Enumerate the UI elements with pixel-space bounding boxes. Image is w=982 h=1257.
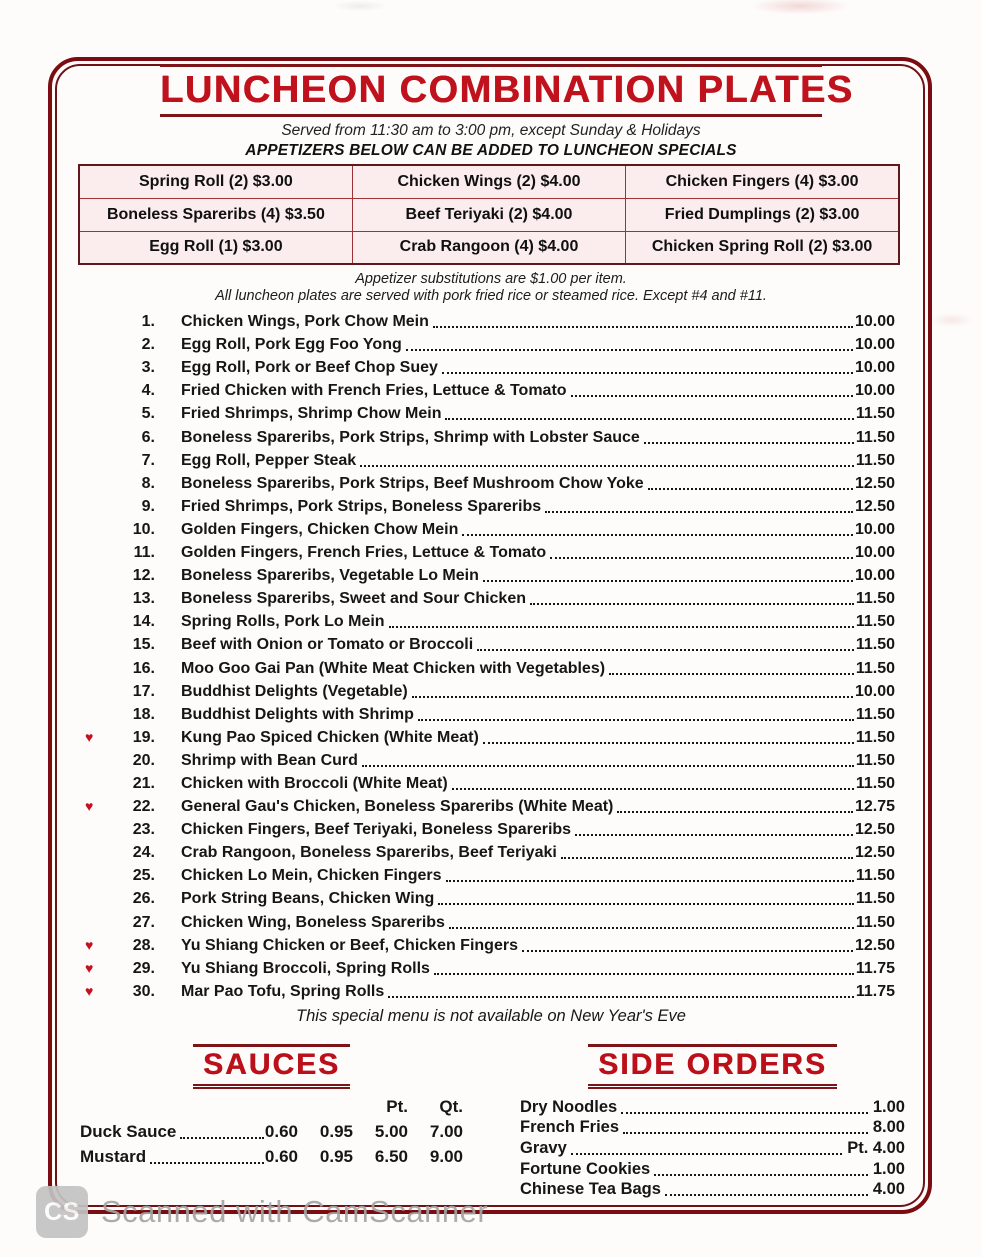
spicy-heart-icon: ♥ (85, 728, 94, 745)
item-name: Boneless Spareribs, Vegetable Lo Mein (181, 567, 479, 585)
dotted-leader (462, 534, 853, 536)
item-price: 11.50 (855, 728, 895, 746)
dotted-leader (530, 603, 854, 605)
appetizer-price-table (78, 164, 900, 265)
dotted-leader (575, 834, 853, 836)
item-price: 12.75 (854, 798, 895, 816)
appetizer-cell: Egg Roll (1) $3.00 (79, 231, 352, 264)
item-number: 18. (132, 705, 155, 723)
item-number: 13. (132, 590, 155, 608)
spicy-icon-placeholder (85, 836, 113, 839)
dotted-leader (654, 1174, 868, 1176)
item-price: 12.50 (854, 821, 895, 839)
spicy-icon-placeholder (85, 929, 113, 932)
item-name: Egg Roll, Pepper Steak (181, 451, 357, 469)
item-number: 16. (132, 659, 155, 677)
item-price: 11.50 (855, 636, 895, 654)
substitution-note: Appetizer substitutions are $1.00 per item. (355, 271, 627, 287)
item-price: 11.50 (855, 451, 895, 469)
item-name: Fried Shrimps, Pork Strips, Boneless Spareribs (181, 497, 542, 515)
item-number: 8. (141, 474, 155, 492)
spicy-heart-icon: ♥ (85, 959, 94, 976)
item-price: 11.75 (855, 959, 895, 977)
menu-item-row (85, 585, 895, 608)
menu-item-row (85, 932, 895, 955)
item-name: Yu Shiang Chicken or Beef, Chicken Fingers (181, 936, 518, 954)
sauce-row (80, 1122, 463, 1142)
side-order-name: Gravy (520, 1139, 567, 1158)
item-number: 5. (141, 405, 155, 423)
item-number: 9. (141, 497, 155, 515)
sauces-title: SAUCES (193, 1044, 350, 1089)
item-price: 10.00 (854, 359, 895, 377)
dotted-leader (362, 765, 854, 767)
menu-item-row (85, 447, 895, 470)
menu-item-row (85, 747, 895, 770)
item-name: Buddhist Delights with Shrimp (181, 705, 414, 723)
camscanner-watermark (36, 1186, 488, 1238)
menu-item-row (85, 400, 895, 423)
appetizer-banner-text: APPETIZERS BELOW CAN BE ADDED TO LUNCHEON SPECIALS (245, 141, 737, 159)
menu-item-row (85, 654, 895, 677)
dotted-leader (644, 442, 854, 444)
appetizer-table-body (79, 165, 899, 264)
item-price: 11.50 (855, 613, 895, 631)
dotted-leader (617, 811, 853, 813)
sauce-price-small: 0.60 (264, 1147, 298, 1166)
item-name: Chicken Fingers, Beef Teriyaki, Boneless Spareribs (181, 821, 572, 839)
item-name: Boneless Spareribs, Pork Strips, Shrimp with Lobster Sauce (181, 428, 640, 446)
sauces-list (80, 1122, 463, 1167)
item-price: 10.00 (854, 682, 895, 700)
camscanner-text: Scanned with CamScanner (101, 1194, 489, 1229)
side-order-price: 1.00 (872, 1097, 905, 1116)
item-price: 10.00 (854, 382, 895, 400)
dotted-leader (434, 973, 854, 975)
item-number: 19. (132, 728, 155, 746)
spicy-icon-placeholder (85, 444, 113, 447)
side-order-name: Chinese Tea Bags (520, 1180, 661, 1199)
spicy-icon-placeholder (85, 351, 113, 354)
spicy-icon-placeholder (85, 675, 113, 678)
dotted-leader (389, 626, 854, 628)
sauces-section (80, 1044, 463, 1167)
menu-item-row (85, 724, 895, 747)
item-number: 20. (132, 751, 155, 769)
menu-item-row (85, 839, 895, 862)
item-number: 27. (132, 913, 155, 931)
item-number: 4. (141, 382, 155, 400)
menu-item-row (85, 354, 895, 377)
item-name: Golden Fingers, French Fries, Lettuce & Tomato (181, 544, 547, 562)
item-number: 3. (141, 359, 155, 377)
title-rule-bottom (160, 114, 822, 117)
item-name: Spring Rolls, Pork Lo Mein (181, 613, 385, 631)
item-price: 11.50 (855, 705, 895, 723)
item-name: Crab Rangoon, Boneless Spareribs, Beef Teriyaki (181, 844, 557, 862)
camscanner-icon: CS (36, 1186, 88, 1238)
dotted-leader (665, 1194, 868, 1196)
spicy-icon-placeholder (85, 790, 113, 793)
item-number: 14. (132, 613, 155, 631)
side-order-row (520, 1179, 905, 1200)
item-price: 11.50 (855, 659, 895, 677)
spicy-icon-placeholder (85, 698, 113, 701)
appetizer-table-row (79, 165, 899, 198)
spicy-icon-placeholder (85, 582, 113, 585)
item-name: Buddhist Delights (Vegetable) (181, 682, 408, 700)
dotted-leader (412, 696, 853, 698)
side-order-row (520, 1096, 905, 1117)
menu-item-row (85, 423, 895, 446)
spicy-icon-placeholder (85, 628, 113, 631)
dotted-leader (449, 927, 854, 929)
menu-item-row (85, 331, 895, 354)
dotted-leader (483, 580, 853, 582)
appetizer-table-row (79, 198, 899, 231)
dotted-leader (571, 395, 853, 397)
sauces-header-pint: Pt. (386, 1097, 408, 1116)
menu-notes (0, 271, 982, 305)
spicy-icon-placeholder (85, 721, 113, 724)
title-rule-top (160, 64, 822, 67)
appetizer-cell: Fried Dumplings (2) $3.00 (626, 198, 899, 231)
dotted-leader (550, 557, 853, 559)
appetizer-cell: Crab Rangoon (4) $4.00 (352, 231, 625, 264)
spicy-heart-icon: ♥ (85, 936, 94, 953)
appetizer-cell: Spring Roll (2) $3.00 (79, 165, 352, 198)
sauce-lead (80, 1147, 298, 1167)
item-price: 11.50 (855, 751, 895, 769)
menu-item-row (85, 885, 895, 908)
item-number: 6. (141, 428, 155, 446)
spicy-icon-placeholder (85, 420, 113, 423)
item-price: 11.75 (855, 982, 895, 1000)
appetizer-table-row (79, 231, 899, 264)
side-order-price: 4.00 (872, 1180, 905, 1199)
menu-item-row (85, 516, 895, 539)
dotted-leader (446, 880, 854, 882)
sauces-column-headers (80, 1097, 463, 1117)
item-price: 10.00 (854, 336, 895, 354)
spicy-icon-placeholder (85, 882, 113, 885)
item-number: 25. (132, 867, 155, 885)
item-name: Boneless Spareribs, Pork Strips, Beef Mushroom Chow Yoke (181, 474, 644, 492)
side-order-row (520, 1158, 905, 1179)
item-name: Mar Pao Tofu, Spring Rolls (181, 982, 385, 1000)
appetizer-cell: Chicken Spring Roll (2) $3.00 (626, 231, 899, 264)
item-name: Fried Shrimps, Shrimp Chow Mein (181, 405, 442, 423)
dotted-leader (522, 950, 853, 952)
item-price: 12.50 (854, 936, 895, 954)
menu-item-row (85, 908, 895, 931)
item-name: Shrimp with Bean Curd (181, 751, 358, 769)
item-name: Boneless Spareribs, Sweet and Sour Chicken (181, 590, 526, 608)
appetizer-cell: Boneless Spareribs (4) $3.50 (79, 198, 352, 231)
menu-item-row (85, 608, 895, 631)
dotted-leader (360, 465, 854, 467)
menu-item-row (85, 770, 895, 793)
sauce-lead (80, 1122, 298, 1142)
item-name: Egg Roll, Pork or Beef Chop Suey (181, 359, 438, 377)
holiday-note: This special menu is not available on New Year's Eve (296, 1007, 686, 1025)
dotted-leader (477, 649, 854, 651)
dotted-leader (623, 1132, 868, 1134)
side-orders-title: SIDE ORDERS (588, 1044, 837, 1089)
spicy-icon-placeholder (85, 905, 113, 908)
item-number: 24. (132, 844, 155, 862)
side-order-name: Fortune Cookies (520, 1159, 651, 1178)
dotted-leader (150, 1162, 264, 1164)
menu-header (160, 64, 854, 160)
item-number: 29. (132, 959, 155, 977)
spicy-icon-placeholder (85, 328, 113, 331)
spicy-icon-placeholder (85, 651, 113, 654)
item-name: Yu Shiang Broccoli, Spring Rolls (181, 959, 430, 977)
menu-item-row (85, 955, 895, 978)
dotted-leader (388, 996, 854, 998)
menu-item-row (85, 816, 895, 839)
sauce-price-pint: 5.00 (374, 1122, 408, 1141)
item-number: 28. (132, 936, 155, 954)
item-number: 21. (132, 774, 155, 792)
item-number: 2. (141, 336, 155, 354)
dotted-leader (180, 1137, 264, 1139)
spicy-icon-placeholder (85, 513, 113, 516)
dotted-leader (418, 719, 854, 721)
menu-item-row (85, 631, 895, 654)
side-order-name: French Fries (520, 1118, 620, 1137)
sauce-name: Duck Sauce (80, 1122, 177, 1141)
sauce-row (80, 1147, 463, 1167)
item-number: 26. (132, 890, 155, 908)
spicy-icon-placeholder (85, 767, 113, 770)
sauce-price-large: 0.95 (319, 1147, 353, 1166)
item-name: Fried Chicken with French Fries, Lettuce & Tomato (181, 382, 567, 400)
appetizer-cell: Chicken Fingers (4) $3.00 (626, 165, 899, 198)
item-number: 23. (132, 821, 155, 839)
dotted-leader (648, 488, 853, 490)
spicy-icon-placeholder (85, 536, 113, 539)
menu-item-row (85, 678, 895, 701)
sauce-price-pint: 6.50 (374, 1147, 408, 1166)
dotted-leader (561, 857, 853, 859)
sauce-price-small: 0.60 (264, 1122, 298, 1141)
sauce-price-quart: 9.00 (429, 1147, 463, 1166)
item-name: Beef with Onion or Tomato or Broccoli (181, 636, 474, 654)
dotted-leader (406, 349, 853, 351)
item-price: 12.50 (854, 844, 895, 862)
menu-item-row (85, 701, 895, 724)
dotted-leader (445, 418, 853, 420)
appetizer-cell: Chicken Wings (2) $4.00 (352, 165, 625, 198)
item-number: 12. (132, 567, 155, 585)
menu-item-row (85, 862, 895, 885)
spicy-icon-placeholder (85, 467, 113, 470)
dotted-leader (438, 903, 854, 905)
sauce-price-quart: 7.00 (429, 1122, 463, 1141)
item-number: 17. (132, 682, 155, 700)
appetizer-cell: Beef Teriyaki (2) $4.00 (352, 198, 625, 231)
side-order-name: Dry Noodles (520, 1097, 618, 1116)
sauces-header-quart: Qt. (439, 1097, 463, 1116)
spicy-icon-placeholder (85, 605, 113, 608)
item-price: 11.50 (855, 428, 895, 446)
menu-item-row (85, 493, 895, 516)
item-price: 10.00 (854, 544, 895, 562)
menu-item-row (85, 539, 895, 562)
item-name: Chicken with Broccoli (White Meat) (181, 774, 448, 792)
menu-item-row (85, 562, 895, 585)
menu-item-row (85, 308, 895, 331)
item-name: Moo Goo Gai Pan (White Meat Chicken with Vegetables) (181, 659, 606, 677)
spicy-icon-placeholder (85, 490, 113, 493)
side-orders-title-wrap (588, 1044, 837, 1089)
item-name: Egg Roll, Pork Egg Foo Yong (181, 336, 402, 354)
dotted-leader (442, 372, 853, 374)
dotted-leader (571, 1153, 842, 1155)
item-price: 11.50 (855, 913, 895, 931)
item-name: Pork String Beans, Chicken Wing (181, 890, 435, 908)
item-price: 11.50 (855, 590, 895, 608)
dotted-leader (609, 673, 854, 675)
item-name: Kung Pao Spiced Chicken (White Meat) (181, 728, 479, 746)
item-name: Chicken Lo Mein, Chicken Fingers (181, 867, 442, 885)
menu-items-list (85, 308, 895, 1001)
item-name: Chicken Wings, Pork Chow Mein (181, 313, 429, 331)
sauces-header-blank (298, 1097, 353, 1117)
dotted-leader (545, 511, 853, 513)
dotted-leader (483, 742, 854, 744)
item-price: 10.00 (854, 520, 895, 538)
item-price: 10.00 (854, 313, 895, 331)
menu-item-row (85, 978, 895, 1001)
menu-item-row (85, 377, 895, 400)
side-orders-section (520, 1044, 905, 1199)
spicy-heart-icon: ♥ (85, 798, 94, 815)
spicy-icon-placeholder (85, 397, 113, 400)
sauces-title-wrap (193, 1044, 350, 1089)
item-price: 11.50 (855, 405, 895, 423)
item-price: 12.50 (854, 497, 895, 515)
side-order-price: 8.00 (872, 1118, 905, 1137)
item-name: Chicken Wing, Boneless Spareribs (181, 913, 445, 931)
item-number: 22. (132, 798, 155, 816)
spicy-heart-icon: ♥ (85, 982, 94, 999)
side-order-price: 1.00 (872, 1159, 905, 1178)
item-name: General Gau's Chicken, Boneless Spareribs (White Meat) (181, 798, 614, 816)
item-price: 10.00 (854, 567, 895, 585)
sauce-price-large: 0.95 (319, 1122, 353, 1141)
item-name: Golden Fingers, Chicken Chow Mein (181, 520, 459, 538)
item-price: 12.50 (854, 474, 895, 492)
side-order-price: Pt. 4.00 (847, 1139, 905, 1158)
serving-hours-text: Served from 11:30 am to 3:00 pm, except Sunday & Holidays (281, 121, 701, 139)
side-order-row (520, 1117, 905, 1138)
item-number: 7. (141, 451, 155, 469)
dotted-leader (621, 1112, 868, 1114)
spicy-icon-placeholder (85, 859, 113, 862)
item-number: 30. (132, 982, 155, 1000)
side-order-row (520, 1137, 905, 1158)
spicy-icon-placeholder (85, 374, 113, 377)
item-price: 11.50 (855, 774, 895, 792)
item-number: 15. (132, 636, 155, 654)
menu-item-row (85, 793, 895, 816)
menu-title: LUNCHEON COMBINATION PLATES (160, 69, 854, 111)
side-orders-list (520, 1096, 905, 1199)
dotted-leader (452, 788, 854, 790)
spicy-icon-placeholder (85, 559, 113, 562)
item-number: 1. (141, 313, 155, 331)
sauces-header-spacer (80, 1097, 298, 1117)
item-number: 10. (132, 520, 155, 538)
item-number: 11. (133, 544, 155, 562)
item-price: 11.50 (855, 867, 895, 885)
item-price: 11.50 (855, 890, 895, 908)
sauce-name: Mustard (80, 1147, 147, 1166)
rice-note: All luncheon plates are served with pork fried rice or steamed rice. Except #4 and #11. (215, 288, 767, 304)
menu-item-row (85, 470, 895, 493)
dotted-leader (433, 326, 853, 328)
